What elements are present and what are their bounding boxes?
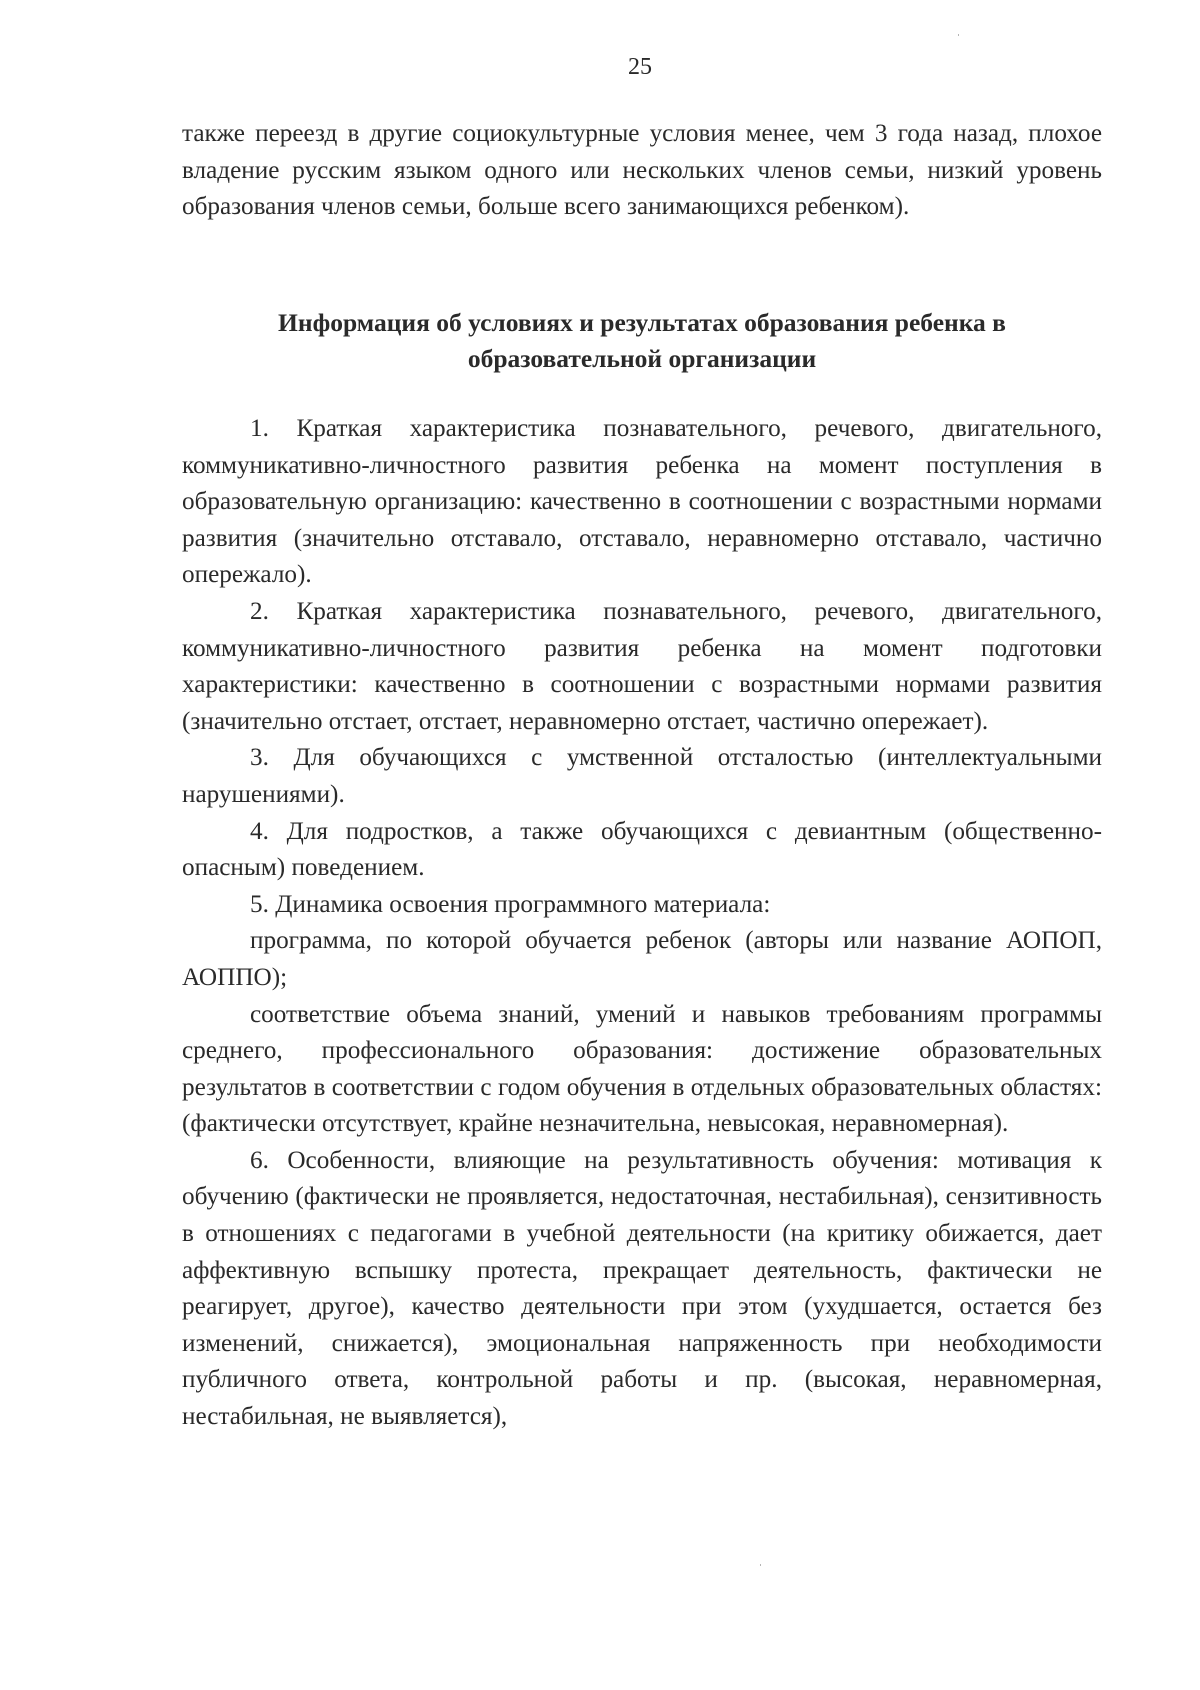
paragraph-item-6: 6. Особенности, влияющие на результативность обучения: мотивация к обучению (фактически не проявляется, недостаточная, нестабильная), сензитивность в отношениях с педагогами в учебной деятельности (на критику обижается, дает аффективную вспышку протеста, прекращает деятельность, фактически не реагирует, другое), качество деятельности при этом (ухудшается, остается без изменений, снижается), эмоциональная напряженность при необходимости публичного ответа, контрольной работы и пр. (высокая, неравномерная, нестабильная, не выявляется), <box>182 1146 1102 1431</box>
paragraph-item-5: 5. Динамика освоения программного материала: <box>250 890 771 918</box>
paragraph-item-1: 1. Краткая характеристика познавательного, речевого, двигательного, коммуникативно-личностного развития ребенка на момент поступления в образовательную организацию: качественно в соотношении с возрастными нормами развития (значительно отставало, отставало, неравномерно отставало, частично опережало). <box>182 415 1102 589</box>
paragraph-item-4: 4. Для подростков, а также обучающихся с девиантным (общественно-опасным) поведением. <box>182 817 1102 882</box>
paragraph-program: программа, по которой обучается ребенок (авторы или название АОПОП, АОППО); <box>182 927 1102 991</box>
section-body <box>182 411 1102 1436</box>
page-number: 25 <box>628 54 652 80</box>
section-heading-line-1: Информация об условиях и результатах образования ребенка в <box>278 308 1006 337</box>
paragraph-item-3: 3. Для обучающихся с умственной отсталостью (интеллектуальными нарушениями). <box>182 744 1102 808</box>
intro-block <box>182 116 1102 226</box>
paragraph-knowledge-volume: соответствие объема знаний, умений и навыков требованиям программы среднего, профессионального образования: достижение образовательных результатов в соответствии с годом обучения в отдельных образовательных областях: (фактически отсутствует, крайне незначительна, невысокая, неравномерная). <box>182 1000 1102 1138</box>
intro-paragraph: также переезд в другие социокультурные условия менее, чем 3 года назад, плохое владение русским языком одного или нескольких членов семьи, низкий уровень образования членов семьи, больше всего занимающихся ребенком). <box>182 120 1102 221</box>
scan-speck <box>760 1564 761 1566</box>
section-heading-line-2: образовательной организации <box>467 344 817 373</box>
section-heading <box>182 305 1102 377</box>
paragraph-item-2: 2. Краткая характеристика познавательного, речевого, двигательного, коммуникативно-личностного развития ребенка на момент подготовки характеристики: качественно в соотношении с возрастными нормами развития (значительно отстает, отстает, неравномерно отстает, частично опережает). <box>182 597 1102 735</box>
scan-speck <box>958 34 959 36</box>
